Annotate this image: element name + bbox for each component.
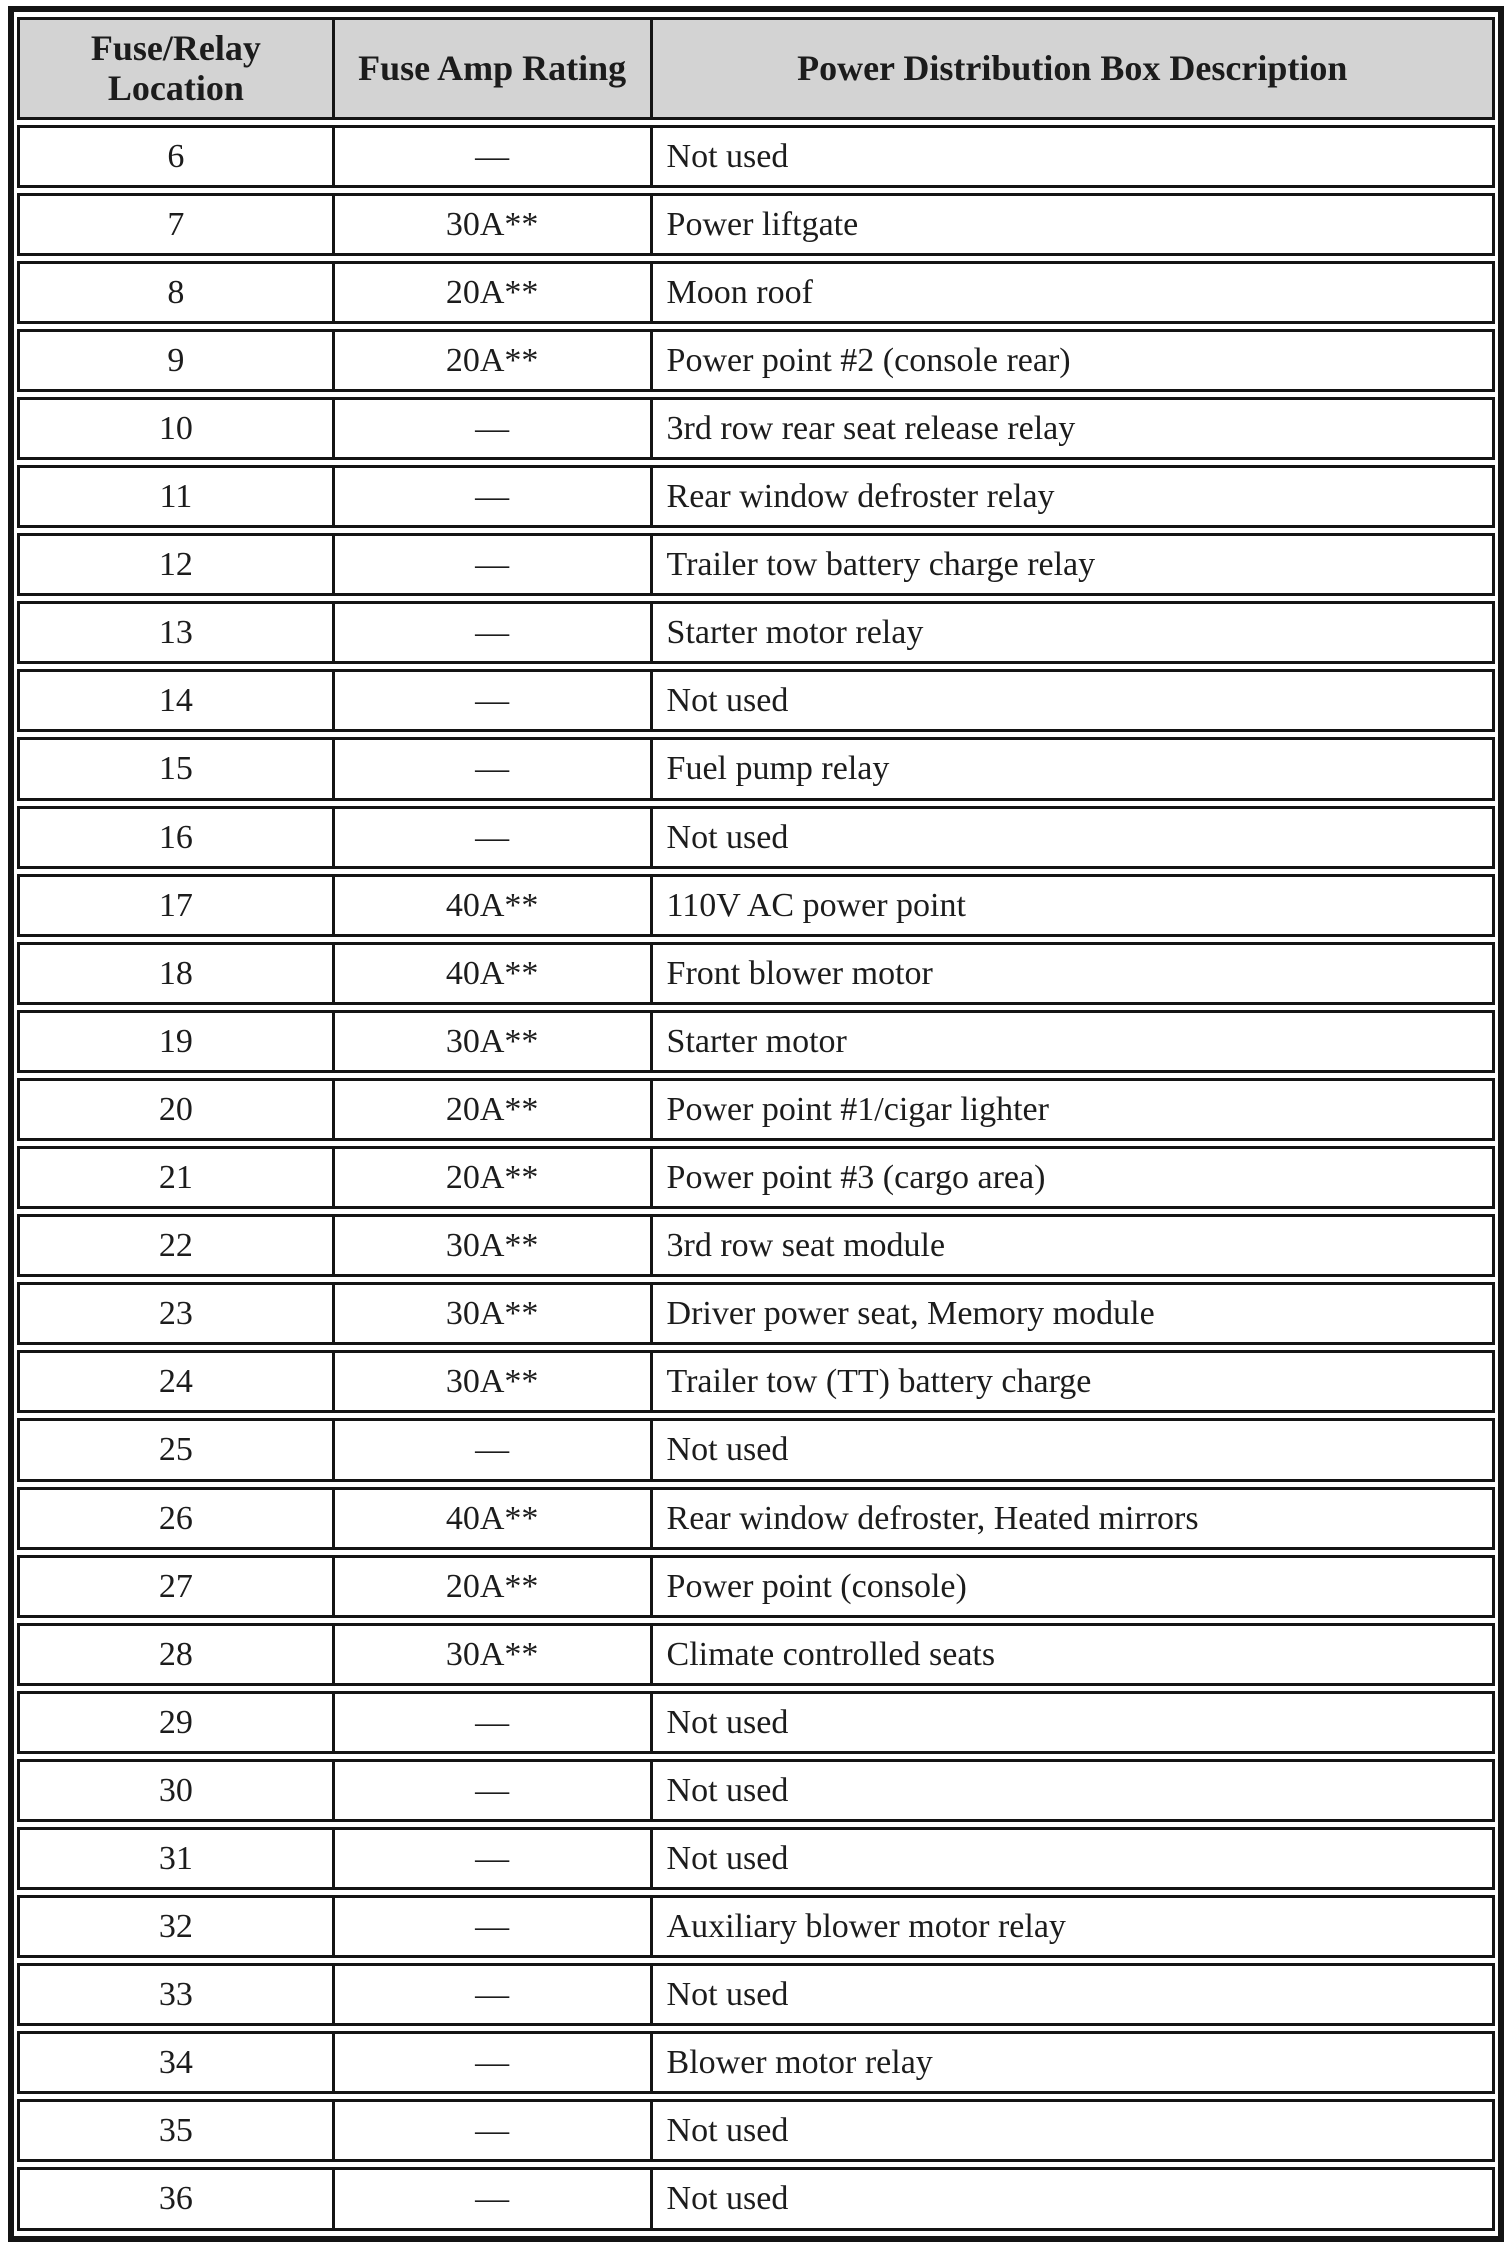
fuse-location-cell: 30 bbox=[17, 1759, 335, 1822]
table-row bbox=[17, 942, 1495, 1005]
table-row bbox=[17, 1146, 1495, 1209]
table-row bbox=[17, 1759, 1495, 1822]
fuse-location-cell: 16 bbox=[17, 806, 335, 869]
table-row bbox=[17, 1691, 1495, 1754]
fuse-description-cell: Auxiliary blower motor relay bbox=[653, 1895, 1495, 1958]
fuse-description-cell: Not used bbox=[653, 2099, 1495, 2162]
fuse-location-cell: 28 bbox=[17, 1623, 335, 1686]
table-row bbox=[17, 669, 1495, 732]
fuse-rating-cell: 20A** bbox=[335, 1146, 653, 1209]
fuse-description-cell: Not used bbox=[653, 669, 1495, 732]
fuse-description-cell: Rear window defroster relay bbox=[653, 465, 1495, 528]
header-fuse-amp-rating: Fuse Amp Rating bbox=[335, 17, 653, 120]
table-row bbox=[17, 1963, 1495, 2026]
fuse-rating-cell: — bbox=[335, 601, 653, 664]
fuse-description-cell: Not used bbox=[653, 1418, 1495, 1481]
fuse-description-cell: Fuel pump relay bbox=[653, 737, 1495, 800]
fuse-location-cell: 21 bbox=[17, 1146, 335, 1209]
fuse-location-cell: 6 bbox=[17, 125, 335, 188]
fuse-rating-cell: — bbox=[335, 533, 653, 596]
fuse-rating-cell: 30A** bbox=[335, 1623, 653, 1686]
fuse-location-cell: 25 bbox=[17, 1418, 335, 1481]
table-row bbox=[17, 2031, 1495, 2094]
fuse-rating-cell: — bbox=[335, 737, 653, 800]
fuse-rating-cell: — bbox=[335, 125, 653, 188]
fuse-location-cell: 13 bbox=[17, 601, 335, 664]
fuse-location-cell: 27 bbox=[17, 1555, 335, 1618]
fuse-description-cell: Not used bbox=[653, 2167, 1495, 2230]
table-row bbox=[17, 261, 1495, 324]
table-row bbox=[17, 1350, 1495, 1413]
table-row bbox=[17, 1895, 1495, 1958]
fuse-location-cell: 17 bbox=[17, 874, 335, 937]
table-row bbox=[17, 1827, 1495, 1890]
fuse-rating-cell: 20A** bbox=[335, 1555, 653, 1618]
table-row bbox=[17, 125, 1495, 188]
table-row bbox=[17, 1623, 1495, 1686]
header-row bbox=[17, 17, 1495, 120]
table-row bbox=[17, 2167, 1495, 2230]
fuse-description-cell: Trailer tow battery charge relay bbox=[653, 533, 1495, 596]
table-row bbox=[17, 533, 1495, 596]
fuse-description-cell: Rear window defroster, Heated mirrors bbox=[653, 1487, 1495, 1550]
fuse-location-cell: 24 bbox=[17, 1350, 335, 1413]
fuse-location-cell: 10 bbox=[17, 397, 335, 460]
fuse-location-cell: 7 bbox=[17, 193, 335, 256]
fuse-rating-cell: — bbox=[335, 1759, 653, 1822]
fuse-rating-cell: — bbox=[335, 1895, 653, 1958]
fuse-description-cell: Not used bbox=[653, 1963, 1495, 2026]
fuse-location-cell: 20 bbox=[17, 1078, 335, 1141]
header-fuse-relay-location: Fuse/Relay Location bbox=[17, 17, 335, 120]
table-row bbox=[17, 1078, 1495, 1141]
fuse-location-cell: 8 bbox=[17, 261, 335, 324]
table-row bbox=[17, 806, 1495, 869]
fuse-location-cell: 35 bbox=[17, 2099, 335, 2162]
fuse-rating-cell: — bbox=[335, 465, 653, 528]
fuse-description-cell: 110V AC power point bbox=[653, 874, 1495, 937]
fuse-rating-cell: 20A** bbox=[335, 1078, 653, 1141]
fuse-location-cell: 26 bbox=[17, 1487, 335, 1550]
table-row bbox=[17, 465, 1495, 528]
fuse-rating-cell: — bbox=[335, 2099, 653, 2162]
fuse-rating-cell: 30A** bbox=[335, 1282, 653, 1345]
fuse-description-cell: Starter motor relay bbox=[653, 601, 1495, 664]
fuse-location-cell: 36 bbox=[17, 2167, 335, 2230]
fuse-rating-cell: 20A** bbox=[335, 329, 653, 392]
fuse-rating-cell: 30A** bbox=[335, 1010, 653, 1073]
fuse-location-cell: 11 bbox=[17, 465, 335, 528]
table-row bbox=[17, 874, 1495, 937]
fuse-location-cell: 33 bbox=[17, 1963, 335, 2026]
fuse-description-cell: Driver power seat, Memory module bbox=[653, 1282, 1495, 1345]
fuse-rating-cell: 40A** bbox=[335, 1487, 653, 1550]
fuse-description-cell: Climate controlled seats bbox=[653, 1623, 1495, 1686]
fuse-description-cell: Blower motor relay bbox=[653, 2031, 1495, 2094]
fuse-rating-cell: — bbox=[335, 1963, 653, 2026]
fuse-description-cell: 3rd row rear seat release relay bbox=[653, 397, 1495, 460]
fuse-table bbox=[17, 12, 1495, 2236]
fuse-location-cell: 23 bbox=[17, 1282, 335, 1345]
fuse-description-cell: Not used bbox=[653, 125, 1495, 188]
fuse-description-cell: Power point #3 (cargo area) bbox=[653, 1146, 1495, 1209]
fuse-description-cell: Not used bbox=[653, 806, 1495, 869]
fuse-location-cell: 15 bbox=[17, 737, 335, 800]
table-row bbox=[17, 397, 1495, 460]
table-row bbox=[17, 1487, 1495, 1550]
fuse-description-cell: Starter motor bbox=[653, 1010, 1495, 1073]
fuse-location-cell: 14 bbox=[17, 669, 335, 732]
table-row bbox=[17, 1010, 1495, 1073]
fuse-rating-cell: 30A** bbox=[335, 1350, 653, 1413]
fuse-rating-cell: — bbox=[335, 1691, 653, 1754]
fuse-description-cell: Power point #1/cigar lighter bbox=[653, 1078, 1495, 1141]
fuse-rating-cell: 20A** bbox=[335, 261, 653, 324]
table-row bbox=[17, 737, 1495, 800]
fuse-location-cell: 9 bbox=[17, 329, 335, 392]
fuse-description-cell: Not used bbox=[653, 1759, 1495, 1822]
table-row bbox=[17, 601, 1495, 664]
fuse-rating-cell: — bbox=[335, 1418, 653, 1481]
header-power-distribution-description: Power Distribution Box Description bbox=[653, 17, 1495, 120]
fuse-table-header bbox=[17, 17, 1495, 120]
table-row bbox=[17, 1282, 1495, 1345]
fuse-description-cell: Power point (console) bbox=[653, 1555, 1495, 1618]
fuse-description-cell: Power point #2 (console rear) bbox=[653, 329, 1495, 392]
fuse-rating-cell: — bbox=[335, 2167, 653, 2230]
fuse-location-cell: 32 bbox=[17, 1895, 335, 1958]
table-row bbox=[17, 329, 1495, 392]
fuse-rating-cell: 40A** bbox=[335, 942, 653, 1005]
fuse-rating-cell: — bbox=[335, 2031, 653, 2094]
table-row bbox=[17, 1555, 1495, 1618]
fuse-rating-cell: 30A** bbox=[335, 1214, 653, 1277]
fuse-location-cell: 34 bbox=[17, 2031, 335, 2094]
table-row bbox=[17, 193, 1495, 256]
fuse-table-body bbox=[17, 125, 1495, 2231]
fuse-description-cell: Moon roof bbox=[653, 261, 1495, 324]
fuse-location-cell: 19 bbox=[17, 1010, 335, 1073]
table-row bbox=[17, 1418, 1495, 1481]
table-row bbox=[17, 1214, 1495, 1277]
fuse-rating-cell: — bbox=[335, 669, 653, 732]
table-row bbox=[17, 2099, 1495, 2162]
fuse-description-cell: Front blower motor bbox=[653, 942, 1495, 1005]
fuse-table-container bbox=[8, 6, 1504, 2242]
fuse-location-cell: 29 bbox=[17, 1691, 335, 1754]
fuse-description-cell: 3rd row seat module bbox=[653, 1214, 1495, 1277]
fuse-rating-cell: 40A** bbox=[335, 874, 653, 937]
fuse-rating-cell: 30A** bbox=[335, 193, 653, 256]
fuse-description-cell: Trailer tow (TT) battery charge bbox=[653, 1350, 1495, 1413]
fuse-description-cell: Not used bbox=[653, 1691, 1495, 1754]
fuse-description-cell: Not used bbox=[653, 1827, 1495, 1890]
fuse-description-cell: Power liftgate bbox=[653, 193, 1495, 256]
fuse-rating-cell: — bbox=[335, 806, 653, 869]
fuse-location-cell: 18 bbox=[17, 942, 335, 1005]
fuse-rating-cell: — bbox=[335, 397, 653, 460]
fuse-rating-cell: — bbox=[335, 1827, 653, 1890]
fuse-location-cell: 12 bbox=[17, 533, 335, 596]
fuse-location-cell: 22 bbox=[17, 1214, 335, 1277]
fuse-location-cell: 31 bbox=[17, 1827, 335, 1890]
